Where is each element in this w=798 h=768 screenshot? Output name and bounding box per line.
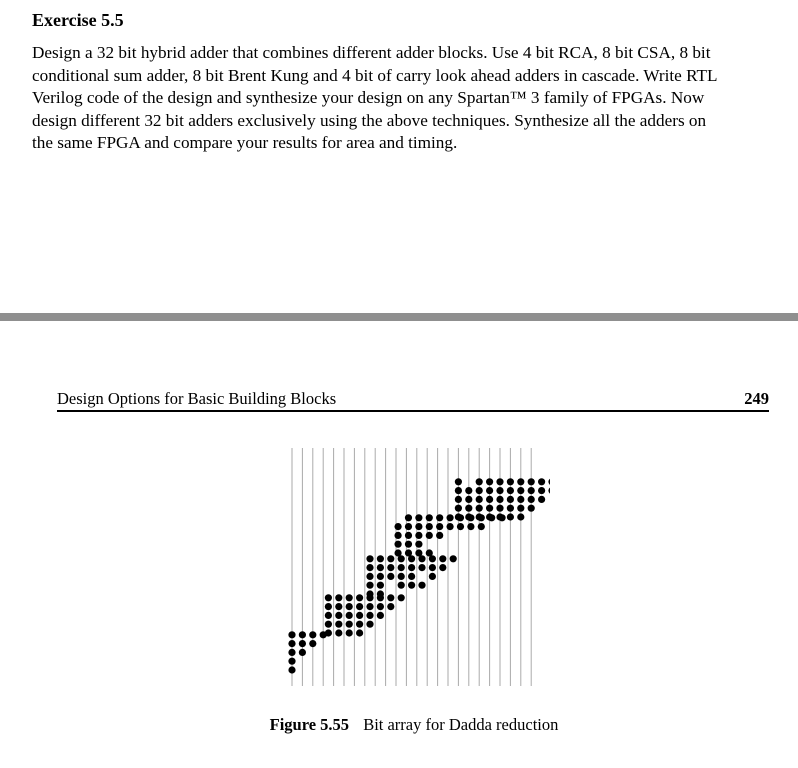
bit-dot [455,487,462,494]
bit-dot [496,513,503,520]
bit-dot [325,629,332,636]
bit-dot [398,582,405,589]
bit-dot [455,478,462,485]
bit-dot [436,532,443,539]
bit-dot [465,505,472,512]
bit-dot [439,564,446,571]
bit-dot [366,573,373,580]
bit-dot [408,573,415,580]
bit-dot [288,658,295,665]
bit-dot [476,496,483,503]
bit-dot [486,478,493,485]
bit-dot [496,496,503,503]
bit-dot [408,582,415,589]
bit-dot [486,505,493,512]
bit-dot [538,478,545,485]
bit-dot [517,478,524,485]
bit-dot [408,564,415,571]
bit-dot [325,594,332,601]
bit-dot [335,612,342,619]
exercise-line: the same FPGA and compare your results for area and timing. [32,133,458,153]
bit-dot [418,582,425,589]
bit-dot [405,514,412,521]
bit-dot [309,640,316,647]
bit-dot [387,564,394,571]
bit-dot [394,549,401,556]
bit-dot [486,496,493,503]
bit-dot [418,564,425,571]
bit-dot [377,573,384,580]
bit-dot [476,478,483,485]
bit-dot [366,555,373,562]
bit-dot [528,496,535,503]
bit-dot [455,513,462,520]
bit-dot [538,487,545,494]
bit-dot [507,513,514,520]
bit-array-figure [280,440,550,690]
bit-dot [366,603,373,610]
bit-dot [528,505,535,512]
bit-dot [398,573,405,580]
running-head-section: Design Options for Basic Building Blocks [57,389,337,408]
bit-dot [476,513,483,520]
bit-dot [517,513,524,520]
bit-dot [439,555,446,562]
bit-dot [387,573,394,580]
bit-dot [548,478,550,485]
bit-dot [346,621,353,628]
bit-dot [436,514,443,521]
figure-caption [0,715,798,735]
bit-dot [455,505,462,512]
bit-dot [405,549,412,556]
bit-dot [450,555,457,562]
bit-dot [377,555,384,562]
bit-dot [465,513,472,520]
bit-dot [478,523,485,530]
bit-dot [325,603,332,610]
bit-dot [405,541,412,548]
bit-dot [405,532,412,539]
bit-dot [476,487,483,494]
bit-dot [486,487,493,494]
bit-dot [335,594,342,601]
bit-dot [517,487,524,494]
bit-dot [415,523,422,530]
bit-dot [377,590,384,597]
bit-dot [517,505,524,512]
bit-dot [486,513,493,520]
bit-dot [429,564,436,571]
bit-dot [366,621,373,628]
bit-dot [457,523,464,530]
bit-dot [507,478,514,485]
bit-dot [288,666,295,673]
bit-dot [387,603,394,610]
bit-dot [366,612,373,619]
bit-dot [507,505,514,512]
bit-dot [465,487,472,494]
bit-dot [299,649,306,656]
page-divider [0,313,798,321]
bit-dot [366,564,373,571]
bit-dot [426,532,433,539]
bit-dot [288,631,295,638]
figure-caption-text: Bit array for Dadda reduction [363,715,559,734]
bit-dot [394,541,401,548]
bit-dot [356,629,363,636]
bit-dot [346,612,353,619]
bit-dot [398,594,405,601]
exercise-line: conditional sum adder, 8 bit Brent Kung and 4 bit of carry look ahead adders in cascade. Write RTL [32,65,718,85]
bit-dot [446,523,453,530]
bit-dot [366,590,373,597]
bit-dot [309,631,316,638]
bit-dot [507,487,514,494]
bit-dot [426,523,433,530]
bit-dot [436,523,443,530]
bit-dot [415,514,422,521]
bit-dot [548,487,550,494]
bit-dot [415,541,422,548]
page-number: 249 [744,389,769,408]
bit-dot [335,621,342,628]
bit-dot [346,603,353,610]
bit-dot [415,532,422,539]
bit-dot [299,640,306,647]
bit-dot [288,649,295,656]
bit-dot [356,594,363,601]
bit-dot [426,514,433,521]
bit-dot [415,549,422,556]
bit-dot [507,496,514,503]
bit-dot [405,523,412,530]
bit-dot [356,621,363,628]
bit-dot [394,523,401,530]
bit-dot [288,640,295,647]
bit-dot [496,505,503,512]
bit-dot [496,478,503,485]
bit-dot [377,582,384,589]
bit-dot [467,523,474,530]
bit-dot [394,532,401,539]
bit-dot [465,496,472,503]
bit-dot [528,487,535,494]
bit-dot [299,631,306,638]
exercise-line: Verilog code of the design and synthesize your design on any Spartan™ 3 family of FPGAs. Now [32,88,705,108]
bit-dot [496,487,503,494]
bit-dot [346,594,353,601]
bit-dot [446,514,453,521]
bit-dot [426,549,433,556]
bit-dot [455,496,462,503]
bit-dot [356,612,363,619]
bit-dot [377,612,384,619]
running-head [57,388,769,412]
bit-dot [346,629,353,636]
exercise-body [32,42,767,155]
bit-dot [377,603,384,610]
bit-dot [356,603,363,610]
bit-dot [398,564,405,571]
bit-dot [517,496,524,503]
bit-dot [387,594,394,601]
bit-dot [429,573,436,580]
bit-dot [325,621,332,628]
bit-dot [538,496,545,503]
bit-dot [476,505,483,512]
bit-dot [387,555,394,562]
exercise-line: design different 32 bit adders exclusively using the above techniques. Synthesize all the adders on [32,110,707,130]
bit-dot [377,564,384,571]
bit-dot [335,629,342,636]
bit-dot [366,582,373,589]
exercise-title: Exercise 5.5 [32,10,124,30]
exercise-line: Design a 32 bit hybrid adder that combines different adder blocks. Use 4 bit RCA, 8 bit CSA, 8 bit [32,43,711,62]
bit-dot [325,612,332,619]
figure-label: Figure 5.55 [269,715,350,734]
bit-dot [335,603,342,610]
bit-dot [528,478,535,485]
